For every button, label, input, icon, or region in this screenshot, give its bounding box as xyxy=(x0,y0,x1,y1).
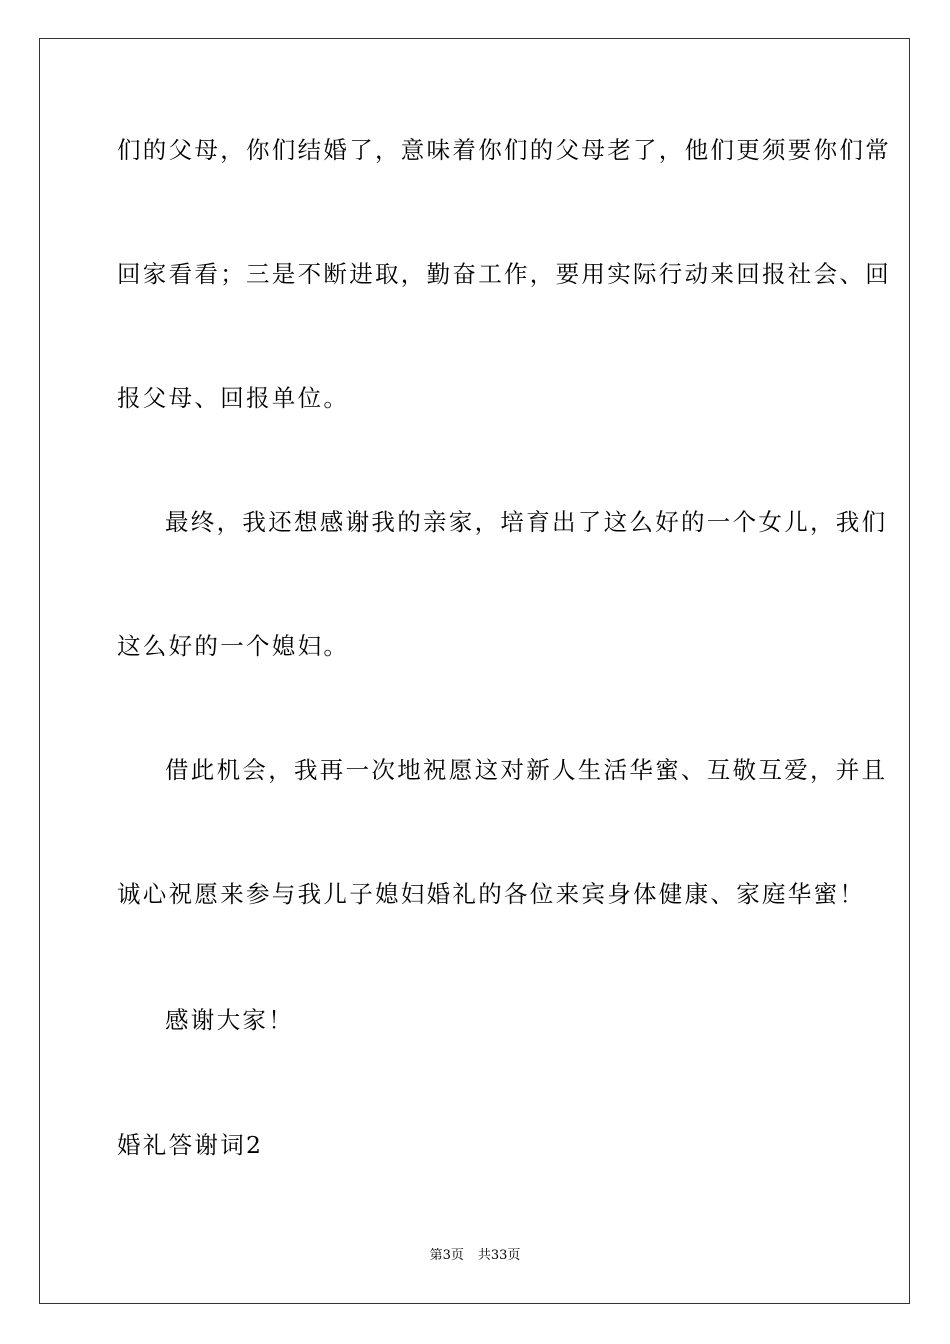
section-heading: 婚礼答谢词2 xyxy=(117,1131,264,1159)
page-border xyxy=(39,38,910,1304)
page-total: 共33页 xyxy=(477,1248,521,1263)
body-line-3: 报父母、回报单位。 xyxy=(117,384,350,412)
page-number: 第3页 xyxy=(429,1248,464,1263)
body-line-4: 最终，我还想感谢我的亲家，培育出了这么好的一个女儿，我们 xyxy=(165,508,888,536)
body-line-1: 们的父母，你们结婚了，意味着你们的父母老了，他们更须要你们常 xyxy=(117,136,891,164)
body-line-8: 感谢大家！ xyxy=(165,1006,294,1034)
body-line-5: 这么好的一个媳妇。 xyxy=(117,632,350,660)
body-line-7: 诚心祝愿来参与我儿子媳妇婚礼的各位来宾身体健康、家庭华蜜！ xyxy=(117,880,866,908)
body-line-2: 回家看看；三是不断进取，勤奋工作，要用实际行动来回报社会、回 xyxy=(117,260,891,288)
page-footer xyxy=(0,1247,950,1265)
body-line-6: 借此机会，我再一次地祝愿这对新人生活华蜜、互敬互爱，并且 xyxy=(165,756,888,784)
